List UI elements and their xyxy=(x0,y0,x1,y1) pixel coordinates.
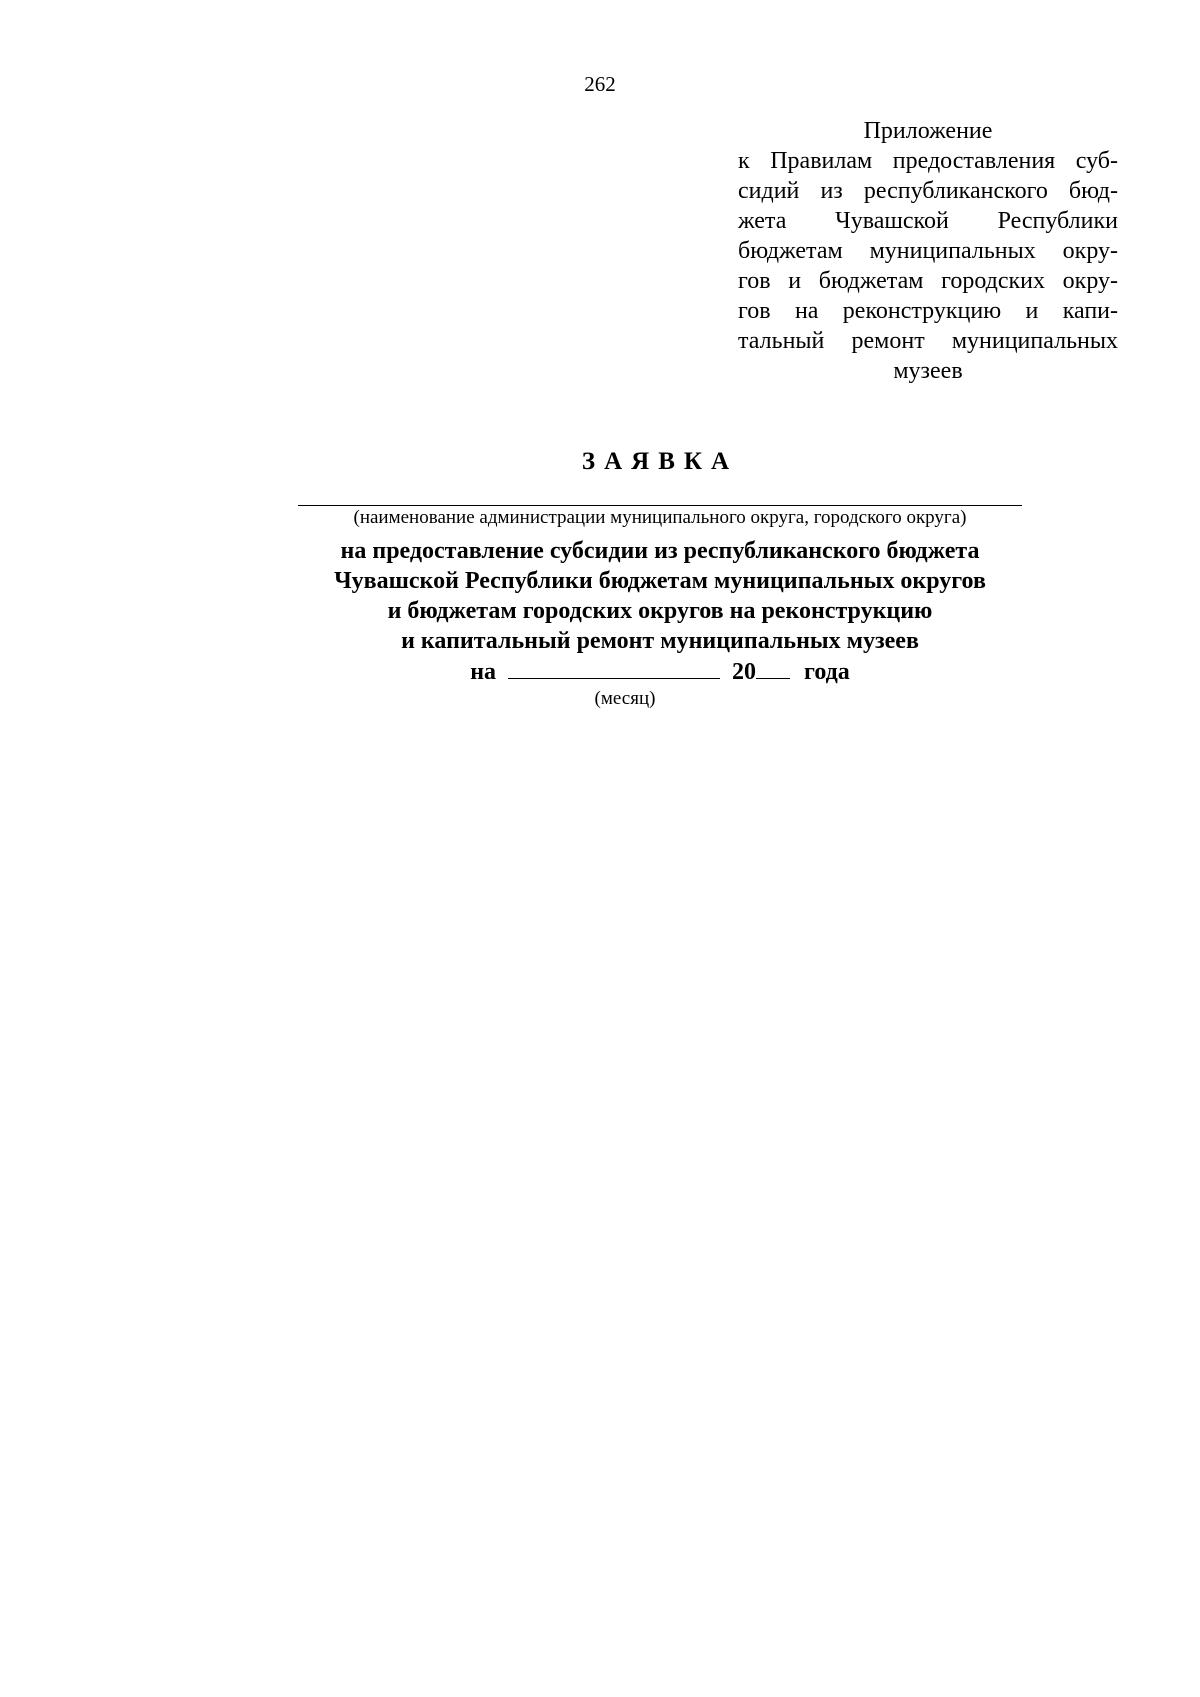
document-subtitle xyxy=(260,536,1060,656)
appendix-line: гов и бюджетам городских окру- xyxy=(738,268,1118,294)
year-blank-field xyxy=(756,656,790,679)
appendix-last-line: музеев xyxy=(893,358,963,384)
appendix-line: к Правилам предоставления суб- xyxy=(738,148,1118,174)
administration-name-field-line xyxy=(298,505,1022,506)
appendix-line: жета Чувашской Республики xyxy=(738,208,1118,234)
period-suffix: года xyxy=(804,659,850,685)
appendix-block xyxy=(738,116,1118,386)
appendix-line: тальный ремонт муниципальных xyxy=(738,328,1118,354)
page-number: 262 xyxy=(584,72,616,96)
subtitle-line: Чувашской Республики бюджетам муниципальных округов xyxy=(334,568,986,594)
year-prefix: 20 xyxy=(732,659,757,685)
appendix-line: сидий из республиканского бюд- xyxy=(738,178,1118,204)
administration-name-caption: (наименование администрации муниципального округа, городского округа) xyxy=(353,507,967,528)
subtitle-line: и капитальный ремонт муниципальных музеев xyxy=(401,628,919,654)
period-line xyxy=(260,656,1060,687)
month-blank-field xyxy=(508,656,720,679)
appendix-title: Приложение xyxy=(863,118,993,144)
document-title: ЗАЯВКА xyxy=(581,448,739,475)
month-caption: (месяц) xyxy=(594,688,656,709)
appendix-line: бюджетам муниципальных окру- xyxy=(738,238,1118,264)
period-prefix: на xyxy=(470,659,497,685)
subtitle-line: на предоставление субсидии из республиканского бюджета xyxy=(340,538,980,564)
appendix-line: гов на реконструкцию и капи- xyxy=(738,298,1118,324)
subtitle-line: и бюджетам городских округов на реконструкцию xyxy=(387,598,933,624)
